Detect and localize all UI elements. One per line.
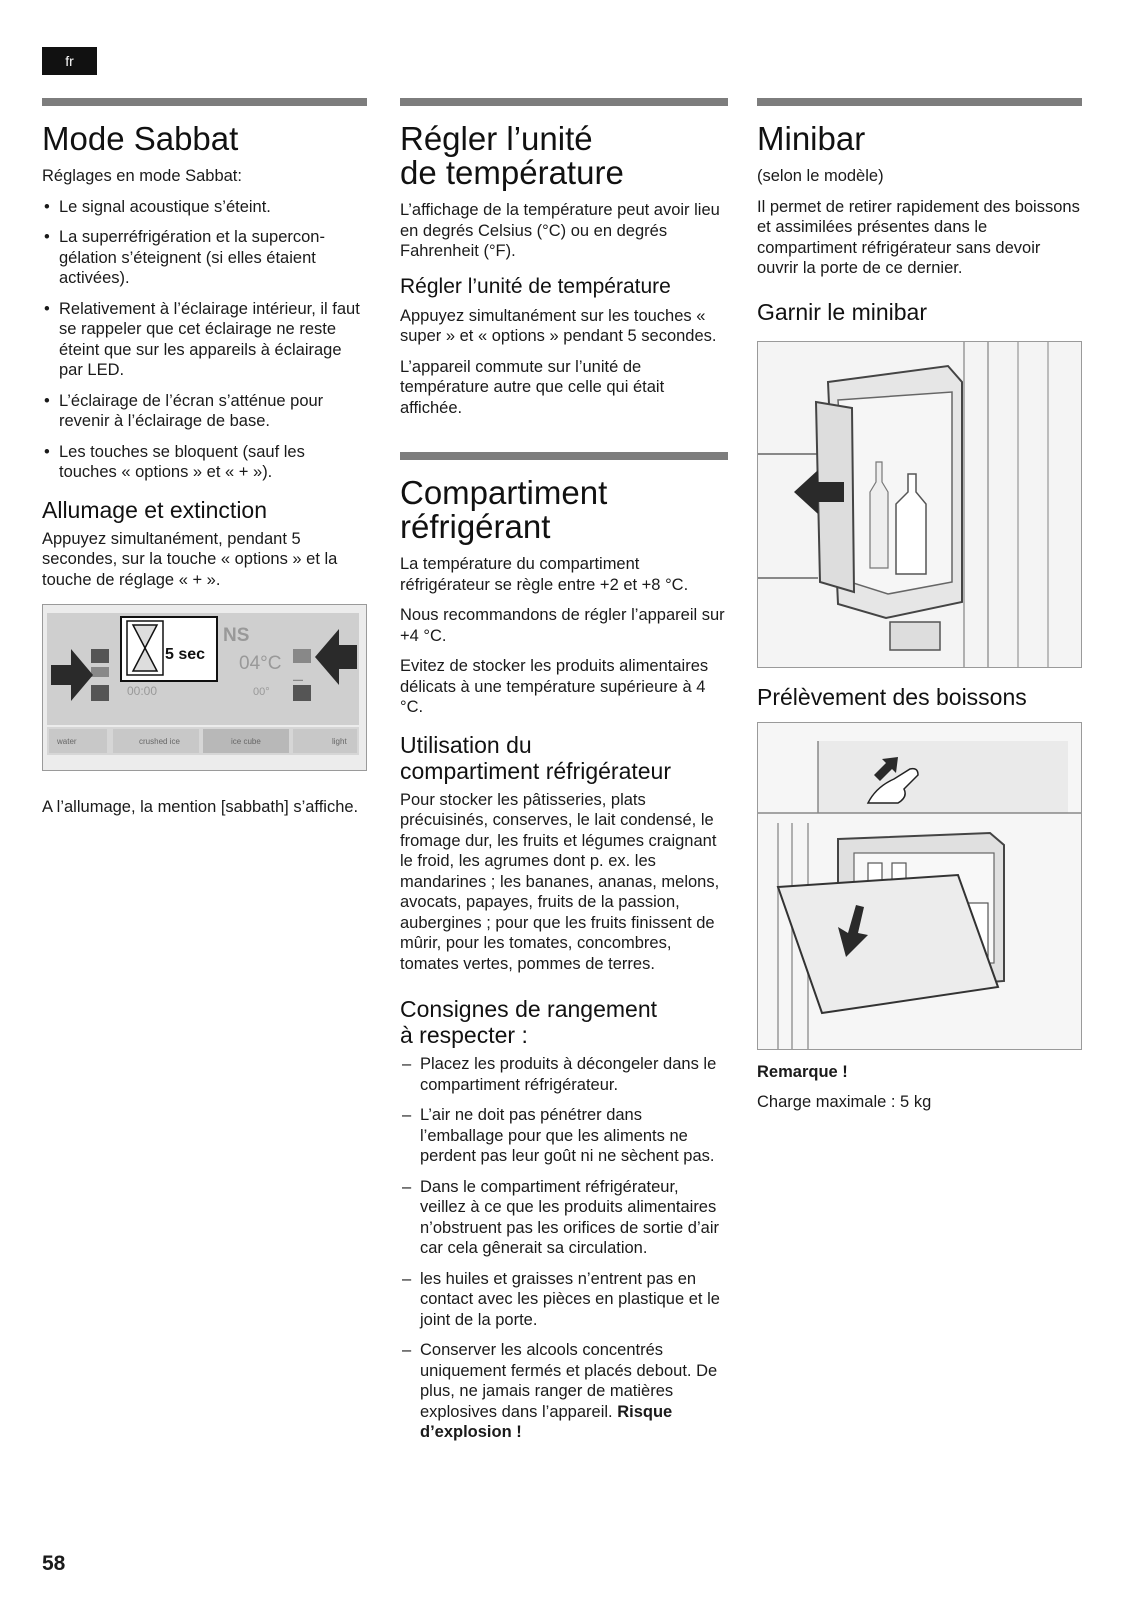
svg-text:+: + (293, 647, 304, 667)
svg-text:04°C: 04°C (239, 653, 282, 674)
list-item: • Les touches se bloquent (sauf les touches « options » et « + »). (42, 442, 367, 483)
panel-button-water (49, 729, 107, 753)
svg-text:light: light (332, 737, 347, 746)
control-panel-figure (42, 604, 367, 771)
utilisation-heading: Utilisation du compartiment réfrigérateur (400, 731, 671, 784)
svg-text:5 sec: 5 sec (165, 646, 206, 663)
column-minibar (757, 98, 1082, 1123)
list-item: – les huiles et graisses n’entrent pas en contact avec les pièces en plastique et le joint de la porte. (400, 1269, 728, 1331)
temperature-unit-result: L’appareil commute sur l’unité de température autre que celle qui était affichée. (400, 357, 665, 417)
temperature-unit-subheading: Régler l’unité de température (400, 274, 671, 298)
mode-sabbat-title: Mode Sabbat (42, 120, 239, 157)
mode-sabbat-intro: Réglages en mode Sabbat: (42, 167, 242, 185)
timer-callout (121, 617, 217, 681)
section-rule (757, 98, 1082, 106)
consignes-heading: Consignes de rangement à respecter : (400, 996, 657, 1048)
section-rule (42, 98, 367, 106)
svg-text:00°: 00° (253, 686, 270, 698)
list-item: – L’air ne doit pas pénétrer dans l’emballage pour que les aliments ne perdent pas leur goût ni ne sèchent pas. (400, 1105, 728, 1167)
explosion-warning: Risque d’explosion ! (420, 1402, 673, 1441)
allumage-text: Appuyez simultanément, pendant 5 secondes, sur la touche « options » et la touche de réglage « + ». (42, 529, 338, 589)
consignes-list (400, 1054, 728, 1443)
super-key-icon (91, 649, 109, 663)
list-item: • Le signal acoustique s’éteint. (42, 197, 367, 218)
compartiment-warning: Evitez de stocker les produits alimentaires délicats à une température supérieure à 4 °C. (400, 657, 709, 716)
mode-sabbat-bullets (42, 197, 367, 483)
svg-text:00:00: 00:00 (127, 684, 158, 698)
list-item: – Dans le compartiment réfrigérateur, veillez à ce que les produits alimentaires n’obstruent pas les orifices de sortie d’air car cela gênerait sa circulation. (400, 1177, 728, 1259)
remark-title: Remarque ! (757, 1062, 848, 1081)
list-item: • L’éclairage de l’écran s’atténue pour revenir à l’éclairage de base. (42, 391, 367, 432)
svg-text:water: water (57, 737, 77, 746)
temperature-unit-instructions: Appuyez simultanément sur les touches « super » et « options » pendant 5 secondes. (400, 306, 717, 345)
minibar-note: (selon le modèle) (757, 167, 884, 185)
minibar-title: Minibar (757, 120, 866, 157)
section-rule (400, 98, 728, 106)
allumage-heading: Allumage et extinction (42, 496, 268, 523)
list-item: • La superréfrigération et la supercongélation s’éteignent (si elles étaient activées). (42, 227, 367, 289)
svg-text:ice cube: ice cube (231, 737, 261, 746)
compartiment-title: Compartiment réfrigérant (400, 474, 608, 545)
list-item: – Placez les produits à décongeler dans le compartiment réfrigérateur. (400, 1054, 728, 1095)
minibar-take-figure (757, 722, 1082, 1050)
list-item: • Relativement à l’éclairage intérieur, il faut se rappeler que cet éclairage ne reste éteint que sur les appareils à éclairage par LED. (42, 299, 367, 381)
section-rule (400, 452, 728, 460)
temperature-unit-title: Régler l’unité de température (400, 120, 624, 191)
options-key-icon (91, 685, 109, 701)
list-item: – Conserver les alcools concentrés uniquement fermés et placés debout. De plus, ne jamais ranger de matières explosives dans l’appareil. Risque d’explosion ! (400, 1340, 728, 1443)
column-temperature (400, 98, 728, 1453)
svg-text:–: – (293, 669, 304, 689)
compartiment-recommendation: Nous recommandons de régler l’appareil sur +4 °C. (400, 606, 725, 645)
svg-text:NS: NS (223, 625, 250, 646)
panel-button-ice-cube (203, 729, 289, 753)
temperature-unit-text: L’affichage de la température peut avoir lieu en degrés Celsius (°C) ou en degrés Fahrenheit (°F). (400, 201, 720, 260)
sabbath-caption: A l’allumage, la mention [sabbath] s’affiche. (42, 798, 359, 816)
prelevement-heading: Prélèvement des boissons (757, 683, 1027, 710)
language-badge: fr (42, 47, 97, 75)
panel-button-crushed-ice (113, 729, 199, 753)
minibar-description: Il permet de retirer rapidement des boissons et assimilées présentes dans le compartiment réfrigérateur sans devoir ouvrir la porte de ce dernier. (757, 197, 1080, 277)
utilisation-text: Pour stocker les pâtisseries, plats précuisinés, conserves, le lait condensé, le fromage dur, les fruits et légumes craignant le froid, les agrumes dont p. ex. les mandarines ; les bananes, ananas, melons, avocats, papayes, fruits de la passion, aubergines ; pour que les fruits finissent de mûrir, pour les tomates, concombres, tomates vertes, pommes de terres. (400, 790, 720, 973)
garnir-heading: Garnir le minibar (757, 298, 927, 325)
page-number: 58 (42, 1552, 66, 1575)
remark-text: Charge maximale : 5 kg (757, 1093, 932, 1111)
minibar-fill-figure (757, 341, 1082, 668)
column-mode-sabbat (42, 98, 367, 828)
panel-button-light (293, 729, 357, 753)
compartiment-range: La température du compartiment réfrigérateur se règle entre +2 et +8 °C. (400, 555, 689, 594)
svg-text:crushed ice: crushed ice (139, 737, 180, 746)
